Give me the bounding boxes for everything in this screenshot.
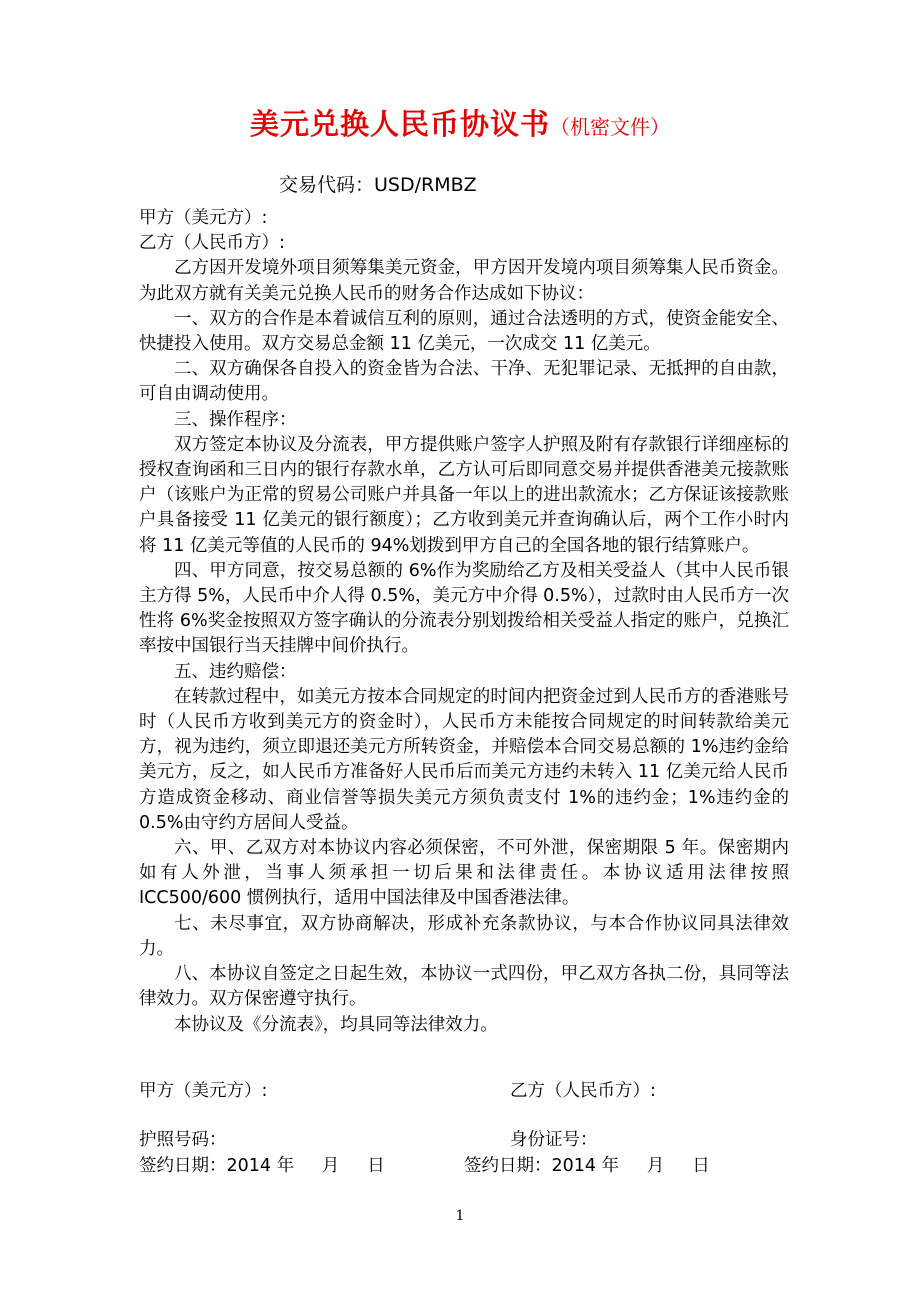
document-body bbox=[139, 206, 789, 1038]
paragraph-clause-8: 八、本协议自签定之日起生效，本协议一式四份，甲乙双方各执二份，具同等法律效力。双方保密遵守执行。 bbox=[139, 964, 789, 1010]
paragraph-clause-1: 一、双方的合作是本着诚信互利的原则，通过合法透明的方式，使资金能安全、快捷投入使用。双方交易总金额 11 亿美元，一次成交 11 亿美元。 bbox=[139, 308, 789, 355]
paragraph-clause-3-body: 双方签定本协议及分流表，甲方提供账户签字人护照及附有存款银行详细座标的授权查询函和三日内的银行存款水单，乙方认可后即同意交易并提供香港美元接款账户（该账户为正常的贸易公司账户并具备一年以上的进出款流水；乙方保证该接款账户具备接受 11 亿美元的银行额度）；乙方收到美元并查询确认后，两个工作小时内将 11 亿美元等值的人民币的 94%划拨到甲方自己的全国各地的银行结算账户。 bbox=[139, 434, 789, 556]
document-title: 美元兑换人民币协议书 bbox=[249, 107, 550, 141]
party-b-line: 乙方（人民币方）: bbox=[139, 233, 285, 254]
signature-party-b-label: 乙方（人民币方）: bbox=[510, 1081, 656, 1101]
document-subtitle: （机密文件） bbox=[550, 115, 670, 139]
paragraph-clause-5-body: 在转款过程中，如美元方按本合同规定的时间内把资金过到人民币方的香港账号时（人民币方收到美元方的资金时），人民币方未能按合同规定的时间转款给美元方，视为违约，须立即退还美元方所转资金，并赔偿本合同交易总额的 1%违约金给美元方，反之，如人民币方准备好人民币后而美元方违约未转入 11 亿美元给人民币方造成资金移动、商业信誉等损失美元方须负责支付 1%的违约金；1%违约金的 0.5%由守约方居间人受益。 bbox=[139, 686, 789, 833]
paragraph-clause-5-heading: 五、违约赔偿： bbox=[174, 661, 297, 682]
paragraph-clause-4: 四、甲方同意，按交易总额的 6%作为奖励给乙方及相关受益人（其中人民币银主方得 5%，人民币中介人得 0.5%，美元方中介得 0.5%），过款时由人民币方一次性将 6%奖金按照双方签字确认的分流表分别划拨给相关受益人指定的账户，兑换汇率按中国银行当天挂牌中间价执行。 bbox=[139, 560, 789, 657]
paragraph-clause-2: 二、双方确保各自投入的资金皆为合法、干净、无犯罪记录、无抵押的自由款，可自由调动使用。 bbox=[139, 359, 789, 405]
page-number: 1 bbox=[455, 1208, 465, 1224]
document-title-row bbox=[0, 102, 920, 143]
paragraph-clause-6: 六、甲、乙双方对本协议内容必须保密，不可外泄，保密期限 5 年。保密期内如有人外泄，当事人须承担一切后果和法律责任。本协议适用法律按照 ICC500/600 惯例执行，适用中国法律及中国香港法律。 bbox=[139, 838, 789, 909]
paragraph-clause-7: 七、未尽事宜，双方协商解决，形成补充条款协议，与本合作协议同具法律效力。 bbox=[139, 913, 789, 959]
sign-date-party-a: 签约日期：2014 年 月 日 bbox=[139, 1156, 385, 1176]
paragraph-closing: 本协议及《分流表》，均具同等法律效力。 bbox=[174, 1014, 498, 1035]
paragraph-intro: 乙方因开发境外项目须筹集美元资金，甲方因开发境内项目须筹集人民币资金。为此双方就有关美元兑换人民币的财务合作达成如下协议： bbox=[139, 258, 789, 304]
signature-party-a-label: 甲方（美元方）: bbox=[139, 1081, 268, 1101]
party-a-line: 甲方（美元方）: bbox=[139, 208, 268, 228]
passport-number-label: 护照号码： bbox=[139, 1130, 227, 1150]
id-number-label: 身份证号： bbox=[510, 1130, 598, 1150]
sign-date-party-b: 签约日期：2014 年 月 日 bbox=[464, 1156, 710, 1176]
trade-code: 交易代码：USD/RMBZ bbox=[279, 174, 477, 196]
paragraph-clause-3-heading: 三、操作程序： bbox=[174, 409, 297, 430]
